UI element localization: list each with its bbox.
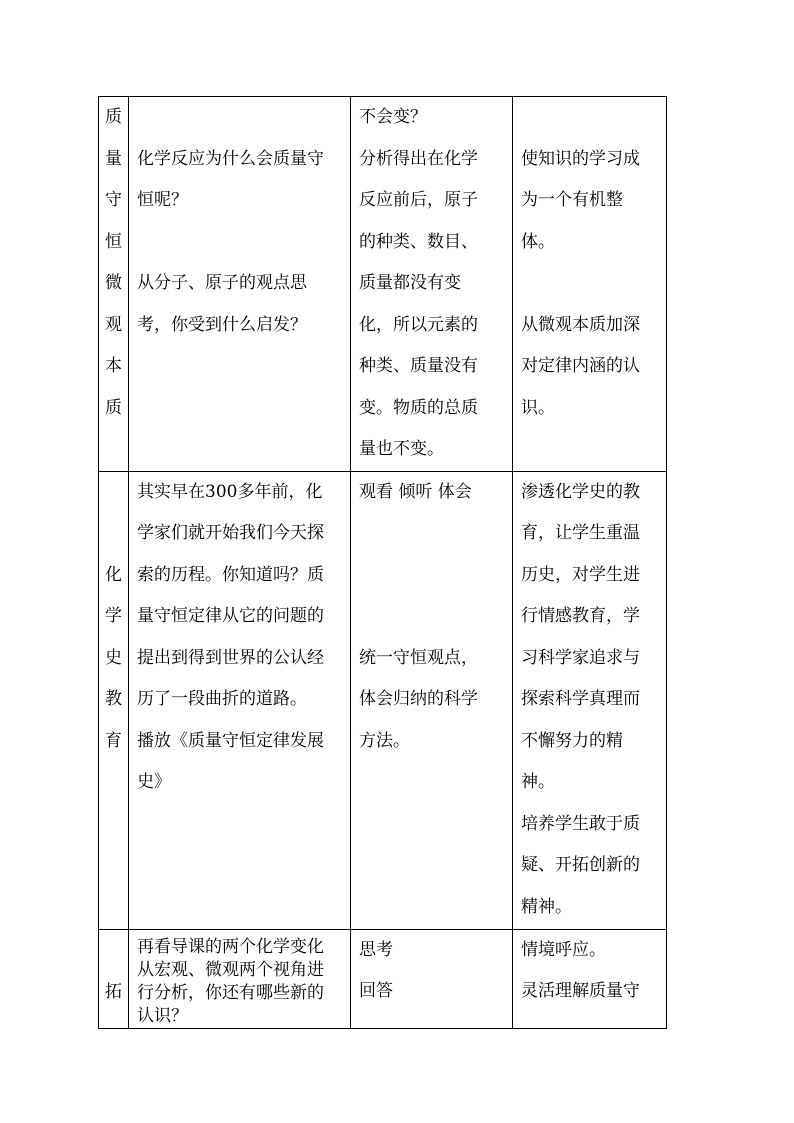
student-line: 统一守恒观点， bbox=[359, 647, 478, 668]
teacher-line: 化学反应为什么会质量守 bbox=[137, 148, 324, 169]
student-line: 思考 bbox=[359, 939, 393, 960]
stage-char: 学 bbox=[105, 606, 122, 626]
teacher-activity-cell bbox=[129, 471, 351, 929]
teacher-activity-cell bbox=[129, 97, 351, 472]
intent-line: 体。 bbox=[521, 231, 555, 252]
stage-char: 量 bbox=[105, 148, 122, 169]
student-line: 变。物质的总质 bbox=[359, 397, 478, 418]
teacher-line: 恒呢？ bbox=[137, 190, 188, 210]
student-line: 体会归纳的科学 bbox=[359, 689, 478, 709]
stage-char: 观 bbox=[105, 314, 122, 335]
intent-line: 识。 bbox=[521, 397, 555, 418]
teacher-line: 播放《质量守恒定律发展 bbox=[137, 730, 324, 751]
table-row-chemistry-history bbox=[99, 471, 667, 929]
teacher-line: 学家们就开始我们今天探 bbox=[137, 523, 324, 543]
student-line: 方法。 bbox=[359, 730, 410, 751]
student-line: 反应前后，原子 bbox=[359, 190, 478, 210]
student-activity-cell bbox=[351, 97, 513, 472]
student-line: 分析得出在化学 bbox=[359, 148, 478, 169]
stage-cell bbox=[99, 97, 129, 472]
student-line: 种类、质量没有 bbox=[359, 356, 478, 376]
design-intent-cell bbox=[513, 97, 667, 472]
table-row-extension bbox=[99, 929, 667, 1028]
stage-char: 质 bbox=[105, 107, 122, 127]
stage-char: 史 bbox=[105, 647, 122, 668]
student-activity-cell bbox=[351, 929, 513, 1028]
intent-line: 情境呼应。 bbox=[521, 939, 606, 960]
student-line: 回答 bbox=[359, 981, 393, 1001]
intent-line: 精神。 bbox=[521, 896, 572, 917]
intent-line: 渗透化学史的教 bbox=[521, 481, 640, 502]
intent-line: 历史，对学生进 bbox=[521, 564, 640, 585]
table-row-mass-conservation-micro bbox=[99, 97, 667, 472]
teacher-line: 再看导课的两个化学变化 bbox=[137, 936, 324, 957]
intent-line: 行情感教育，学 bbox=[521, 606, 640, 626]
stage-char: 化 bbox=[105, 564, 122, 585]
intent-line: 从微观本质加深 bbox=[521, 314, 640, 335]
teacher-line: 考，你受到什么启发？ bbox=[137, 314, 307, 335]
student-line: 量也不变。 bbox=[359, 439, 444, 459]
student-line: 观看 倾听 体会 bbox=[359, 481, 472, 502]
stage-char: 教 bbox=[105, 689, 122, 709]
intent-line: 灵活理解质量守 bbox=[521, 981, 640, 1001]
teacher-line: 索的历程。你知道吗？质 bbox=[137, 564, 324, 585]
intent-line: 探索科学真理而 bbox=[521, 689, 640, 709]
intent-line: 为一个有机整 bbox=[521, 190, 623, 210]
teacher-line: 其实早在300多年前，化 bbox=[137, 481, 323, 502]
stage-char: 微 bbox=[105, 273, 122, 293]
intent-line: 疑、开拓创新的 bbox=[521, 855, 640, 875]
teacher-line: 提出到得到世界的公认经 bbox=[137, 647, 324, 668]
stage-char: 守 bbox=[105, 190, 122, 210]
student-line: 不会变？ bbox=[359, 107, 427, 127]
intent-line: 使知识的学习成 bbox=[521, 148, 640, 169]
stage-char: 质 bbox=[105, 397, 122, 418]
teacher-activity-cell bbox=[129, 929, 351, 1028]
stage-char: 拓 bbox=[105, 981, 122, 1002]
lesson-plan-table bbox=[98, 96, 667, 1029]
intent-line: 不懈努力的精 bbox=[521, 730, 623, 751]
intent-line: 对定律内涵的认 bbox=[521, 356, 640, 376]
teacher-line: 从宏观、微观两个视角进 bbox=[137, 959, 324, 980]
intent-line: 习科学家追求与 bbox=[521, 647, 640, 668]
teacher-line: 量守恒定律从它的问题的 bbox=[137, 606, 324, 626]
teacher-line: 历了一段曲折的道路。 bbox=[137, 689, 307, 709]
stage-char: 育 bbox=[105, 730, 122, 751]
teacher-line: 认识？ bbox=[137, 1005, 188, 1026]
teacher-line: 行分析，你还有哪些新的 bbox=[137, 982, 324, 1003]
student-activity-cell bbox=[351, 471, 513, 929]
stage-cell bbox=[99, 471, 129, 929]
stage-char: 恒 bbox=[105, 231, 122, 252]
design-intent-cell bbox=[513, 929, 667, 1028]
teacher-line: 从分子、原子的观点思 bbox=[137, 273, 307, 293]
teacher-line: 史》 bbox=[137, 772, 171, 792]
student-line: 化，所以元素的 bbox=[359, 314, 478, 335]
student-line: 的种类、数目、 bbox=[359, 231, 478, 252]
stage-char: 本 bbox=[105, 356, 122, 376]
stage-cell bbox=[99, 929, 129, 1028]
intent-line: 培养学生敢于质 bbox=[521, 813, 640, 834]
intent-line: 育，让学生重温 bbox=[521, 523, 640, 543]
design-intent-cell bbox=[513, 471, 667, 929]
intent-line: 神。 bbox=[521, 772, 555, 792]
student-line: 质量都没有变 bbox=[359, 273, 461, 293]
